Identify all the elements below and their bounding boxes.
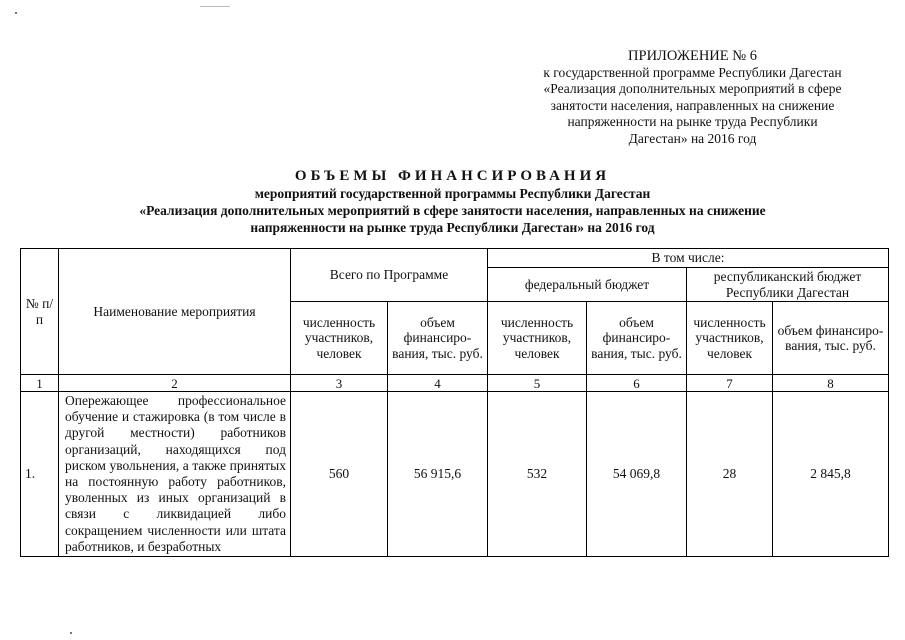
document-heading [0, 168, 905, 236]
header-number: № п/п [21, 249, 59, 375]
header-republic-funding: объем финансиро-вания, тыс. руб. [773, 302, 889, 375]
column-index: 6 [587, 375, 687, 392]
appendix-block [500, 48, 885, 147]
column-index: 7 [687, 375, 773, 392]
funding-table [20, 248, 889, 557]
header-including: В том числе: [488, 249, 889, 268]
row-activity-name: Опережающее профессиональное обучение и стажировка (в том числе в другой местности) работников организаций, находящихся под риском увольнения, а также принятых на постоянную работу работников, уволенных из иных организаций в связи с ликвидацией либо сокращением численности или штата работников, и безработных [59, 392, 291, 557]
header-republic: республиканский бюджет Республики Дагестан [687, 268, 889, 302]
column-index: 8 [773, 375, 889, 392]
row-total-participants: 560 [291, 392, 388, 557]
row-number: 1. [21, 392, 59, 557]
appendix-line: напряженности на рынке труда Республики [567, 114, 818, 129]
column-index: 5 [488, 375, 587, 392]
appendix-line: к государственной программе Республики Дагестан [543, 64, 842, 80]
row-total-funding: 56 915,6 [388, 392, 488, 557]
header-total-participants: численность участников, человек [291, 302, 388, 375]
column-index: 4 [388, 375, 488, 392]
table-row [21, 392, 889, 557]
row-republic-participants: 28 [687, 392, 773, 557]
column-index: 1 [21, 375, 59, 392]
header-total-funding: объем финансиро-вания, тыс. руб. [388, 302, 488, 375]
heading-line: мероприятий государственной программы Республики Дагестан [254, 186, 651, 201]
header-federal-participants: численность участников, человек [488, 302, 587, 375]
row-federal-participants: 532 [488, 392, 587, 557]
scan-speck [15, 12, 17, 14]
scan-speck [70, 632, 72, 634]
appendix-title: ПРИЛОЖЕНИЕ № 6 [628, 48, 757, 64]
appendix-line: занятости населения, направленных на снижение [550, 97, 835, 113]
heading-title: ОБЪЕМЫ ФИНАНСИРОВАНИЯ [294, 168, 611, 184]
header-total: Всего по Программе [291, 249, 488, 302]
column-index: 2 [59, 375, 291, 392]
header-republic-participants: численность участников, человек [687, 302, 773, 375]
header-federal: федеральный бюджет [488, 268, 687, 302]
column-index-row [21, 375, 889, 392]
appendix-line: Дагестан» на 2016 год [628, 130, 757, 146]
appendix-line: «Реализация дополнительных мероприятий в сфере [543, 81, 842, 96]
header-name: Наименование мероприятия [59, 249, 291, 375]
heading-line: напряженности на рынке труда Республики Дагестан» на 2016 год [250, 220, 655, 235]
scan-speck [200, 6, 230, 7]
header-federal-funding: объем финансиро-вания, тыс. руб. [587, 302, 687, 375]
row-republic-funding: 2 845,8 [773, 392, 889, 557]
column-index: 3 [291, 375, 388, 392]
row-federal-funding: 54 069,8 [587, 392, 687, 557]
heading-line: «Реализация дополнительных мероприятий в сфере занятости населения, направленных на снижение [139, 203, 766, 218]
